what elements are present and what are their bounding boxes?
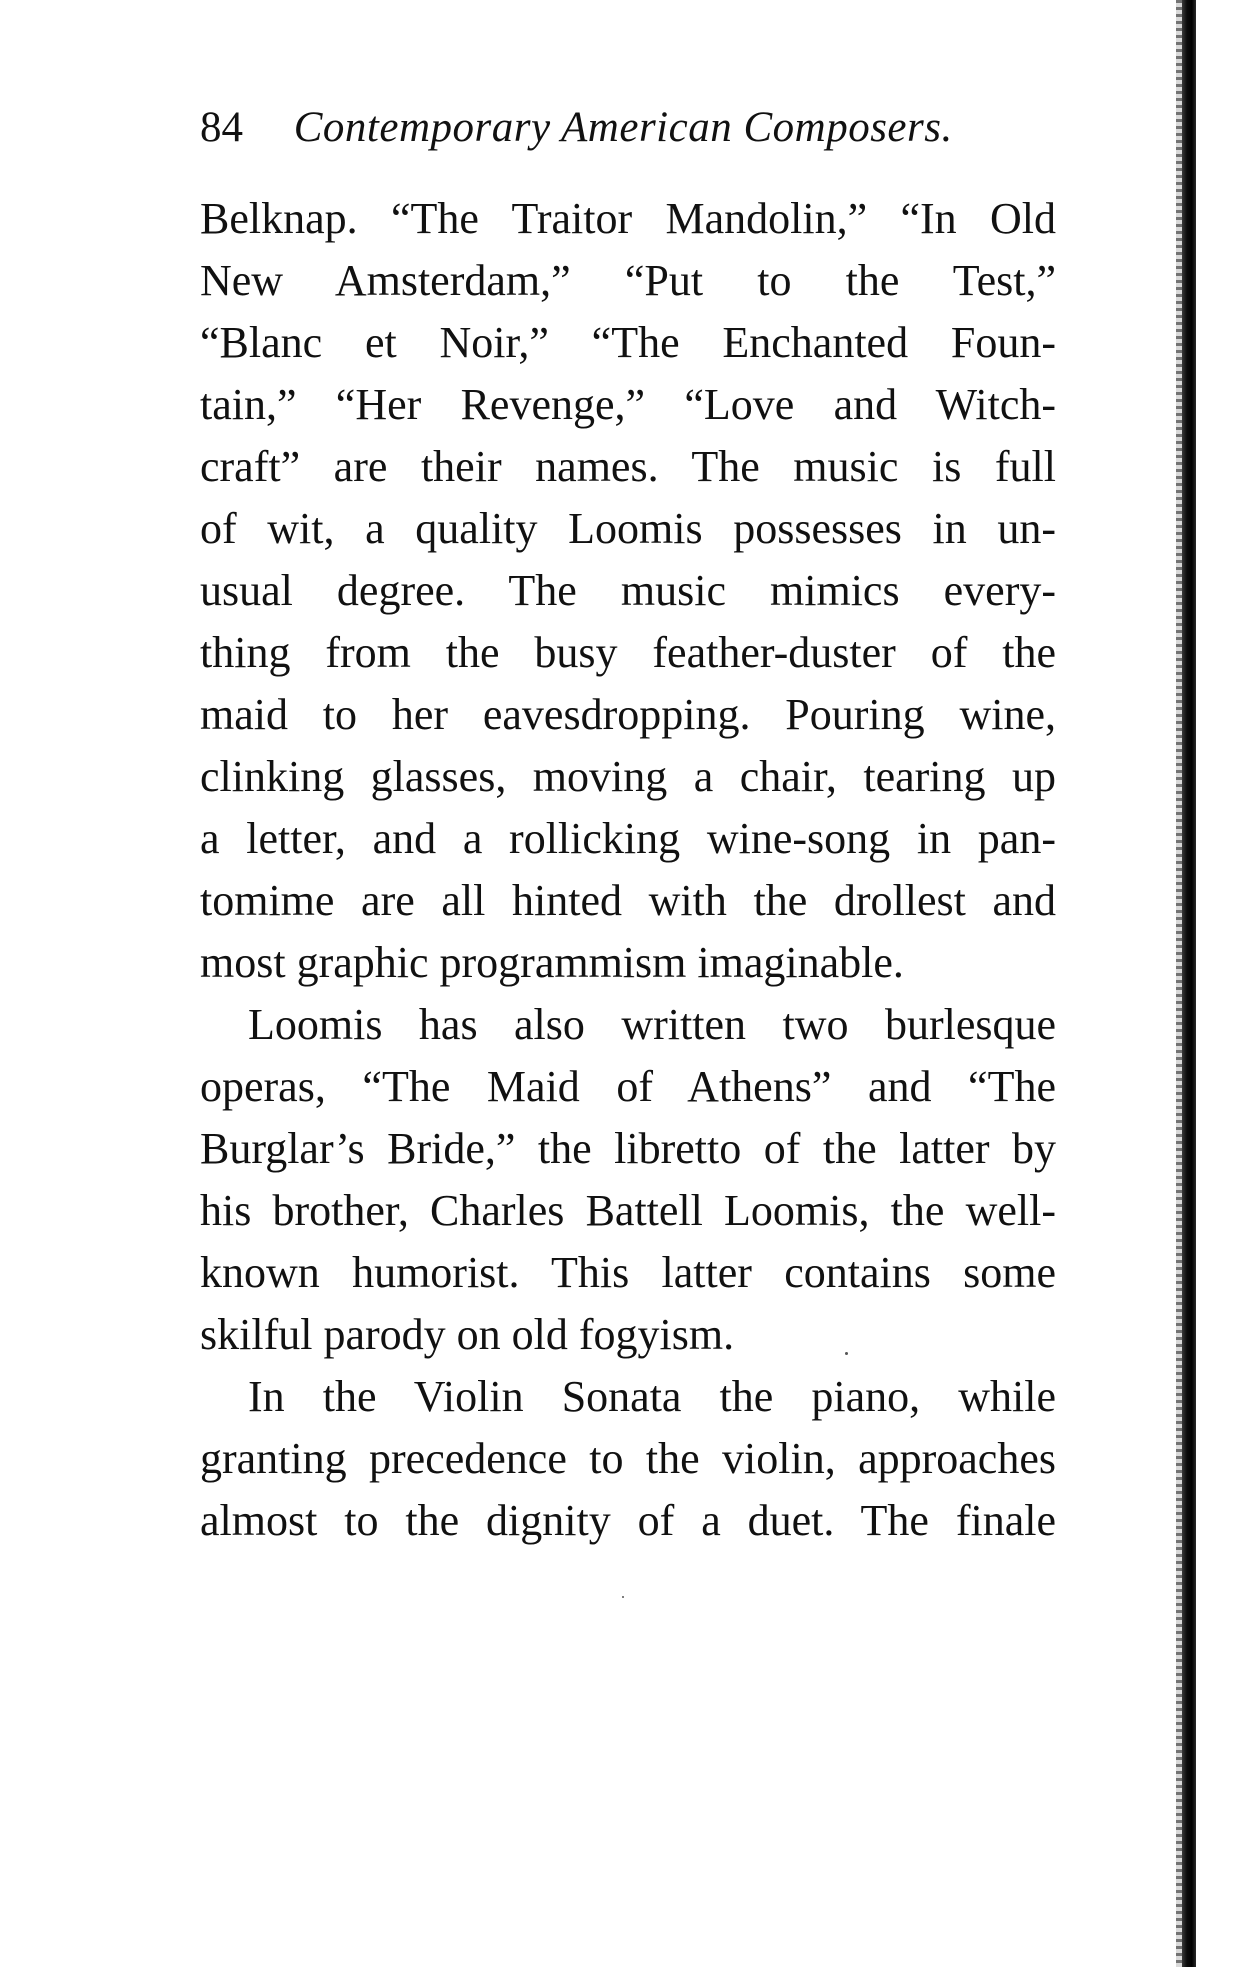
text-line: craft” are their names. The music is full xyxy=(200,442,1056,491)
page-number: 84 xyxy=(200,104,243,151)
text-line: Belknap. “The Traitor Mandolin,” “In Old xyxy=(200,194,1056,243)
text-line: In the Violin Sonata the piano, while xyxy=(248,1372,1056,1421)
text-line: most graphic programmism imaginable. xyxy=(200,938,904,987)
text-line: Burglar’s Bride,” the libretto of the latter by xyxy=(200,1124,1056,1173)
running-header xyxy=(200,100,1060,156)
text-line: almost to the dignity of a duet. The finale xyxy=(200,1496,1056,1545)
print-speck xyxy=(845,1352,848,1355)
text-line: “Blanc et Noir,” “The Enchanted Foun- xyxy=(200,318,1056,367)
text-line: New Amsterdam,” “Put to the Test,” xyxy=(200,256,1056,305)
text-line: a letter, and a rollicking wine-song in pan- xyxy=(200,814,1056,863)
text-line: of wit, a quality Loomis possesses in un- xyxy=(200,504,1056,553)
text-line: thing from the busy feather-duster of the xyxy=(200,628,1056,677)
text-line: granting precedence to the violin, approaches xyxy=(200,1434,1056,1483)
body-text xyxy=(200,188,1056,1552)
text-line: skilful parody on old fogyism. xyxy=(200,1310,735,1359)
text-line: Loomis has also written two burlesque xyxy=(248,1000,1056,1049)
text-line: tain,” “Her Revenge,” “Love and Witch- xyxy=(200,380,1056,429)
text-line: his brother, Charles Battell Loomis, the well- xyxy=(200,1186,1056,1235)
text-line: operas, “The Maid of Athens” and “The xyxy=(200,1062,1056,1111)
text-line: usual degree. The music mimics every- xyxy=(200,566,1056,615)
text-line: maid to her eavesdropping. Pouring wine, xyxy=(200,690,1056,739)
text-line: tomime are all hinted with the drollest and xyxy=(200,876,1056,925)
print-speck xyxy=(622,1596,624,1598)
text-line: known humorist. This latter contains some xyxy=(200,1248,1056,1297)
text-line: clinking glasses, moving a chair, tearing up xyxy=(200,752,1056,801)
page-edge-bar xyxy=(1182,0,1196,1967)
running-title: Contemporary American Composers. xyxy=(293,104,953,151)
